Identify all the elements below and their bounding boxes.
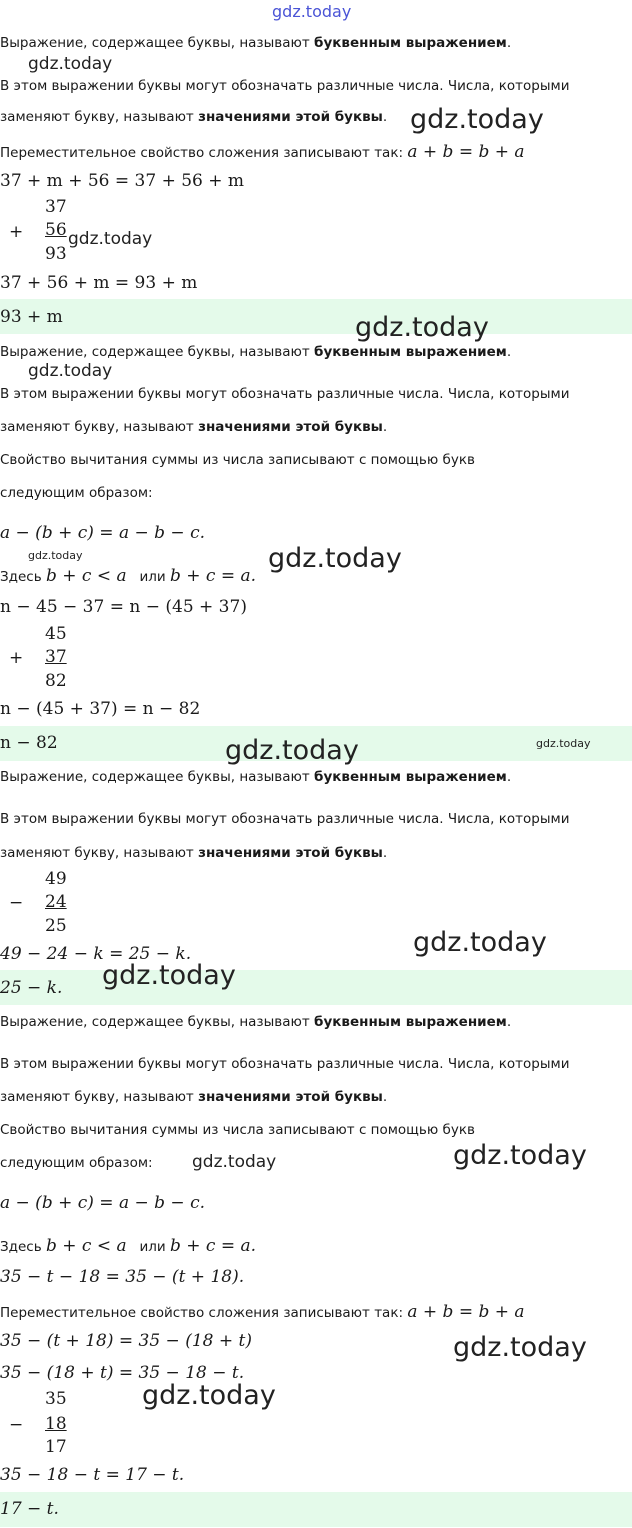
equation: n − 45 − 37 = n − (45 + 37) [0,597,247,617]
watermark: gdz.today [268,543,402,574]
condition-line: Здесь b + c < a или b + c = a. [0,1236,257,1256]
watermark: gdz.today [142,1380,276,1411]
column-number: 49 [45,869,67,889]
watermark: gdz.today [413,927,547,958]
column-operator: + [9,222,24,242]
equation: 35 − (18 + t) = 35 − 18 − t. [0,1363,245,1383]
condition-line: Здесь b + c < a или b + c = a. [0,566,257,586]
column-result: 82 [45,671,67,691]
definition-line: В этом выражении буквы могут обозначать различные числа. Числа, которыми [0,78,570,94]
definition-line: Выражение, содержащее буквы, называют буквенным выражением. [0,769,512,785]
definition-line: Выражение, содержащее буквы, называют буквенным выражением. [0,35,512,51]
property-line: Переместительное свойство сложения записывают так: a + b = b + a [0,142,525,162]
definition-line: заменяют букву, называют значениями этой буквы. [0,419,388,435]
column-result: 25 [45,916,67,936]
definition-line: заменяют букву, называют значениями этой буквы. [0,109,388,125]
watermark: gdz.today [225,735,359,766]
watermark: gdz.today [28,361,113,381]
formula: a − (b + c) = a − b − c. [0,523,206,543]
column-number: 56 [45,220,67,240]
answer: 25 − k. [0,978,63,998]
equation: 37 + 56 + m = 93 + m [0,273,198,293]
watermark: gdz.today [410,104,544,135]
answer: n − 82 [0,733,58,753]
answer: 93 + m [0,307,63,327]
column-result: 93 [45,244,67,264]
column-number: 18 [45,1414,67,1434]
column-result: 17 [45,1437,67,1457]
column-number: 37 [45,197,67,217]
definition-line: В этом выражении буквы могут обозначать различные числа. Числа, которыми [0,386,570,402]
watermark: gdz.today [28,54,113,74]
watermark: gdz.today [68,229,153,249]
answer-box [0,299,632,334]
property-line: Свойство вычитания суммы из числа записывают с помощью букв [0,1122,475,1138]
equation: 35 − t − 18 = 35 − (t + 18). [0,1267,245,1287]
watermark: gdz.today [453,1332,587,1363]
column-number: 24 [45,892,67,912]
column-number: 45 [45,624,67,644]
definition-line: В этом выражении буквы могут обозначать различные числа. Числа, которыми [0,811,570,827]
equation: 37 + m + 56 = 37 + 56 + m [0,171,245,191]
definition-line: Выражение, содержащее буквы, называют буквенным выражением. [0,1014,512,1030]
watermark: gdz.today [102,960,236,991]
top-watermark: gdz.today [272,2,352,21]
answer-box [0,970,632,1005]
property-line: следующим образом: [0,485,153,501]
watermark: gdz.today [536,737,591,750]
equation: 35 − 18 − t = 17 − t. [0,1465,185,1485]
property-line: следующим образом: [0,1155,153,1171]
column-operator: − [9,893,24,913]
definition-line: Выражение, содержащее буквы, называют буквенным выражением. [0,344,512,360]
answer: 17 − t. [0,1499,59,1519]
equation: 35 − (t + 18) = 35 − (18 + t) [0,1331,252,1351]
column-operator: + [9,648,24,668]
property-line: Переместительное свойство сложения записывают так: a + b = b + a [0,1302,525,1322]
column-operator: − [9,1415,24,1435]
property-line: Свойство вычитания суммы из числа записывают с помощью букв [0,452,475,468]
watermark: gdz.today [355,312,489,343]
definition-line: заменяют букву, называют значениями этой буквы. [0,845,388,861]
answer-box [0,1492,632,1527]
watermark: gdz.today [192,1152,277,1172]
watermark: gdz.today [453,1140,587,1171]
watermark: gdz.today [28,549,83,562]
formula: a − (b + c) = a − b − c. [0,1193,206,1213]
definition-line: В этом выражении буквы могут обозначать различные числа. Числа, которыми [0,1056,570,1072]
column-number: 35 [45,1389,67,1409]
equation: n − (45 + 37) = n − 82 [0,699,201,719]
definition-line: заменяют букву, называют значениями этой буквы. [0,1089,388,1105]
column-number: 37 [45,647,67,667]
equation: 49 − 24 − k = 25 − k. [0,944,192,964]
